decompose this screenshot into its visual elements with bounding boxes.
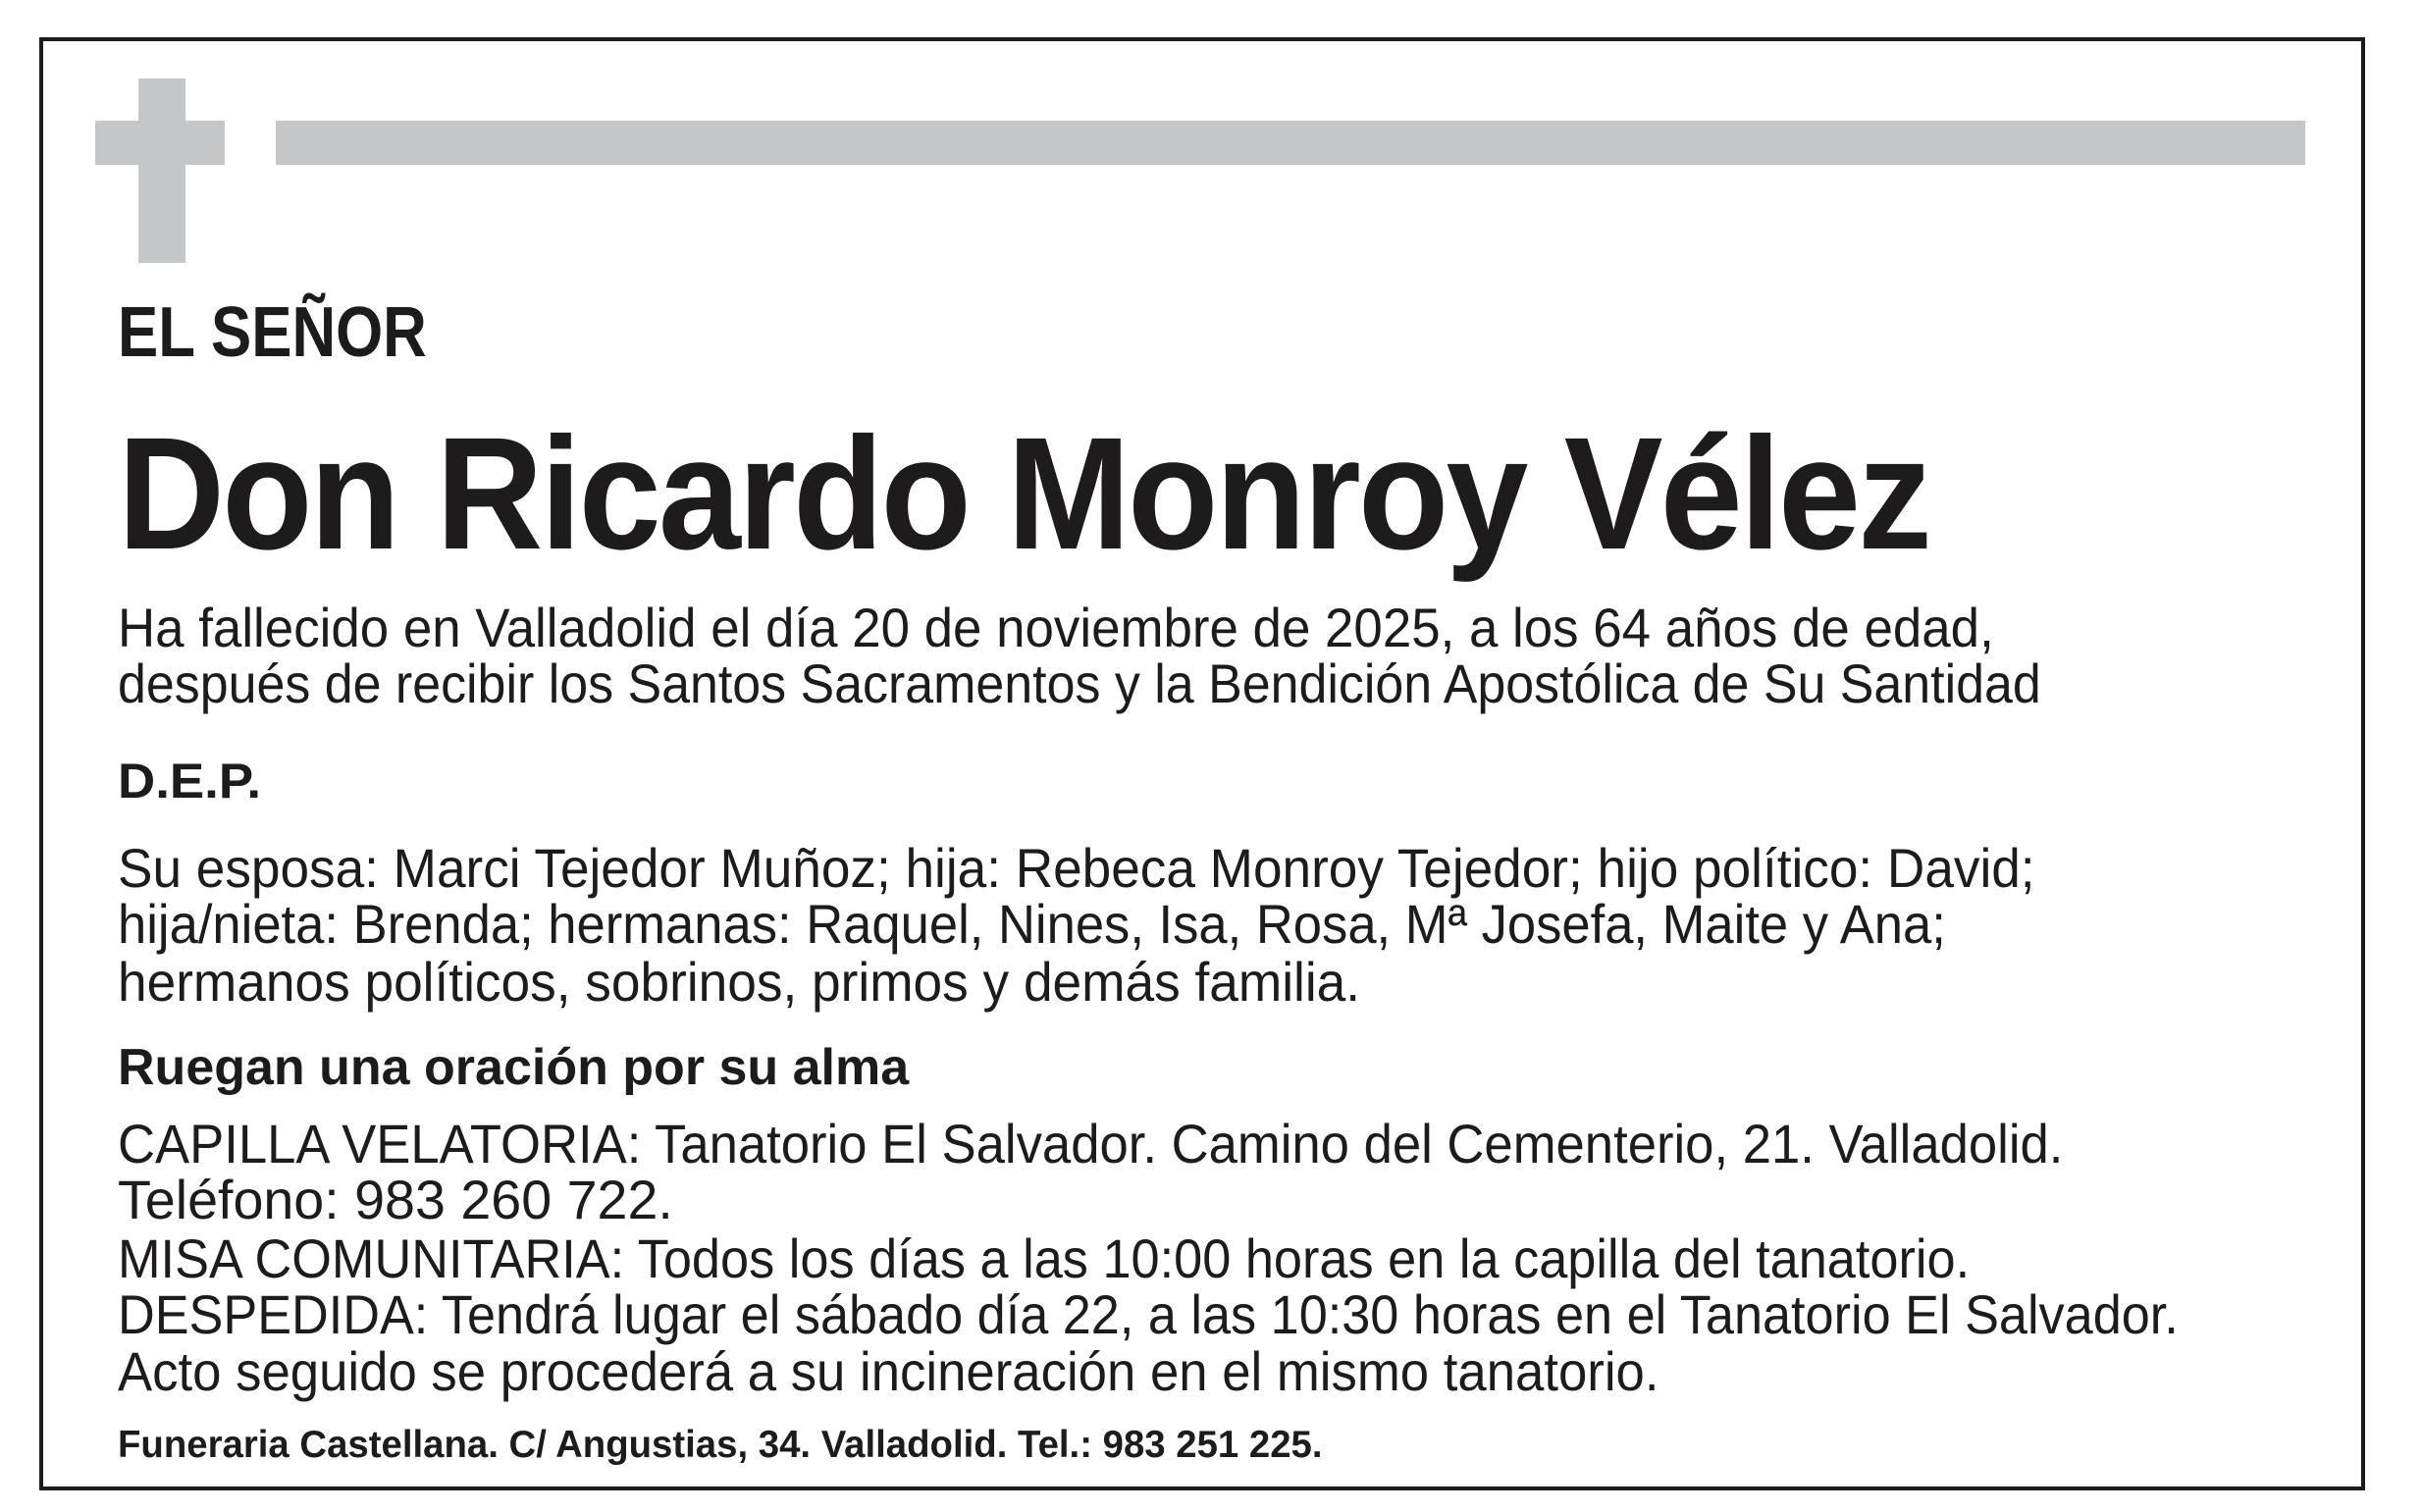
- honorific: EL SEÑOR: [118, 293, 427, 372]
- details-line-farewell: DESPEDIDA: Tendrá lugar el sábado día 22, a las 10:30 horas en el Tanatorio El Salvador.: [118, 1283, 2179, 1345]
- details-line-mass: MISA COMUNITARIA: Todos los días a las 10:00 horas en la capilla del tanatorio.: [118, 1227, 1971, 1289]
- details-line-chapel: CAPILLA VELATORIA: Tanatorio El Salvador. Camino del Cementerio, 21. Valladolid.: [118, 1113, 2064, 1174]
- announcement-line-2: después de recibir los Santos Sacramentos y la Bendición Apostólica de Su Santidad: [118, 652, 2041, 714]
- details-line-cremation: Acto seguido se procederá a su incineración en el mismo tanatorio.: [118, 1340, 1659, 1402]
- details-line-phone: Teléfono: 983 260 722.: [118, 1169, 673, 1230]
- cross-icon-crossbar: [95, 121, 225, 165]
- dep-label: D.E.P.: [118, 754, 262, 808]
- funeral-home-footer: Funeraria Castellana. C/ Angustias, 34. Valladolid. Tel.: 983 251 225.: [118, 1424, 1323, 1466]
- family-line-3: hermanos políticos, sobrinos, primos y demás familia.: [118, 951, 1361, 1013]
- deceased-name: Don Ricardo Monroy Vélez: [118, 403, 1929, 583]
- family-line-2: hija/nieta: Brenda; hermanas: Raquel, Nines, Isa, Rosa, Mª Josefa, Maite y Ana;: [118, 893, 1946, 955]
- header-rule: [276, 121, 2305, 165]
- family-line-1: Su esposa: Marci Tejedor Muñoz; hija: Rebeca Monroy Tejedor; hijo político: David;: [118, 837, 2035, 899]
- announcement-line-1: Ha fallecido en Valladolid el día 20 de noviembre de 2025, a los 64 años de edad,: [118, 597, 1994, 658]
- cross-icon: [138, 78, 185, 263]
- prayer-request: Ruegan una oración por su alma: [118, 1039, 910, 1096]
